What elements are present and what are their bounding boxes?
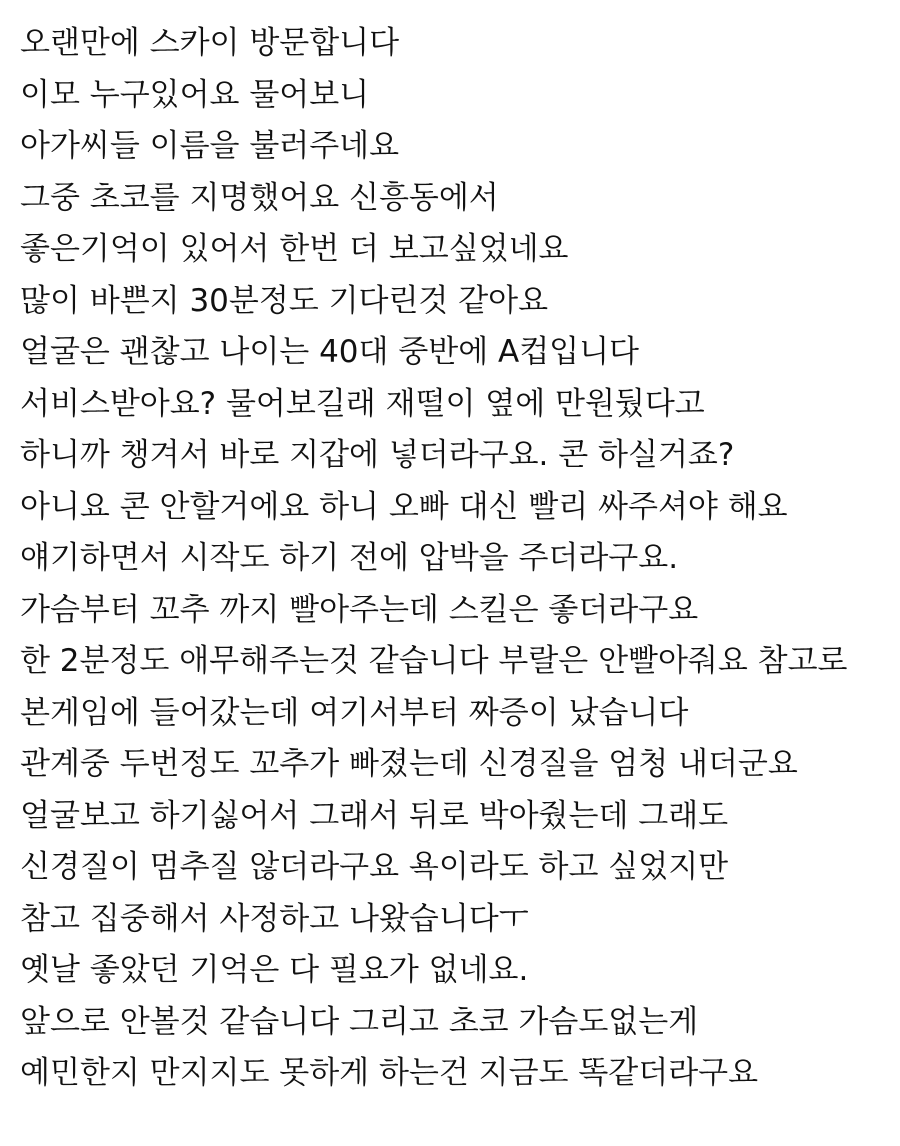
text-line: 오랜만에 스카이 방문합니다 xyxy=(20,25,400,61)
text-line: 좋은기억이 있어서 한번 더 보고싶었네요 xyxy=(20,231,569,267)
post-body xyxy=(20,18,880,1100)
text-line: 얼굴은 괜찮고 나이는 40대 중반에 A컵입니다 xyxy=(20,334,640,370)
text-line: 가슴부터 꼬추 까지 빨아주는데 스킬은 좋더라구요 xyxy=(20,591,699,628)
text-line: 아가씨들 이름을 불러주네요 xyxy=(20,128,400,164)
text-line: 그중 초코를 지명했어요 신흥동에서 xyxy=(20,179,499,216)
text-line: 예민한지 만지지도 못하게 하는건 지금도 똑같더라구요 xyxy=(20,1055,759,1091)
text-line: 신경질이 멈추질 않더라구요 욕이라도 하고 싶었지만 xyxy=(20,849,729,885)
text-line: 많이 바쁜지 30분정도 기다린것 같아요 xyxy=(20,282,549,319)
text-line: 서비스받아요? 물어보길래 재떨이 옆에 만원뒀다고 xyxy=(20,385,705,422)
text-line: 참고 집중해서 사정하고 나왔습니다ㅜ xyxy=(20,900,529,937)
text-line: 아니요 콘 안할거에요 하니 오빠 대신 빨리 싸주셔야 해요 xyxy=(20,488,788,525)
text-line: 하니까 챙겨서 바로 지갑에 넣더라구요. 콘 하실거죠? xyxy=(20,437,735,473)
text-line: 얼굴보고 하기싫어서 그래서 뒤로 박아줬는데 그래도 xyxy=(20,797,729,834)
text-line: 한 2분정도 애무해주는것 같습니다 부랄은 안빨아줘요 참고로 xyxy=(20,643,848,679)
text-line: 관계중 두번정도 꼬추가 빠졌는데 신경질을 엄청 내더군요 xyxy=(20,746,798,782)
text-line: 얘기하면서 시작도 하기 전에 압박을 주더라구요. xyxy=(20,540,679,576)
text-line: 본게임에 들어갔는데 여기서부터 짜증이 났습니다 xyxy=(20,694,689,731)
text-line: 이모 누구있어요 물어보니 xyxy=(20,76,370,113)
text-line: 앞으로 안볼것 같습니다 그리고 초코 가슴도없는게 xyxy=(20,1003,699,1040)
text-line: 옛날 좋았던 기억은 다 필요가 없네요. xyxy=(20,952,529,988)
